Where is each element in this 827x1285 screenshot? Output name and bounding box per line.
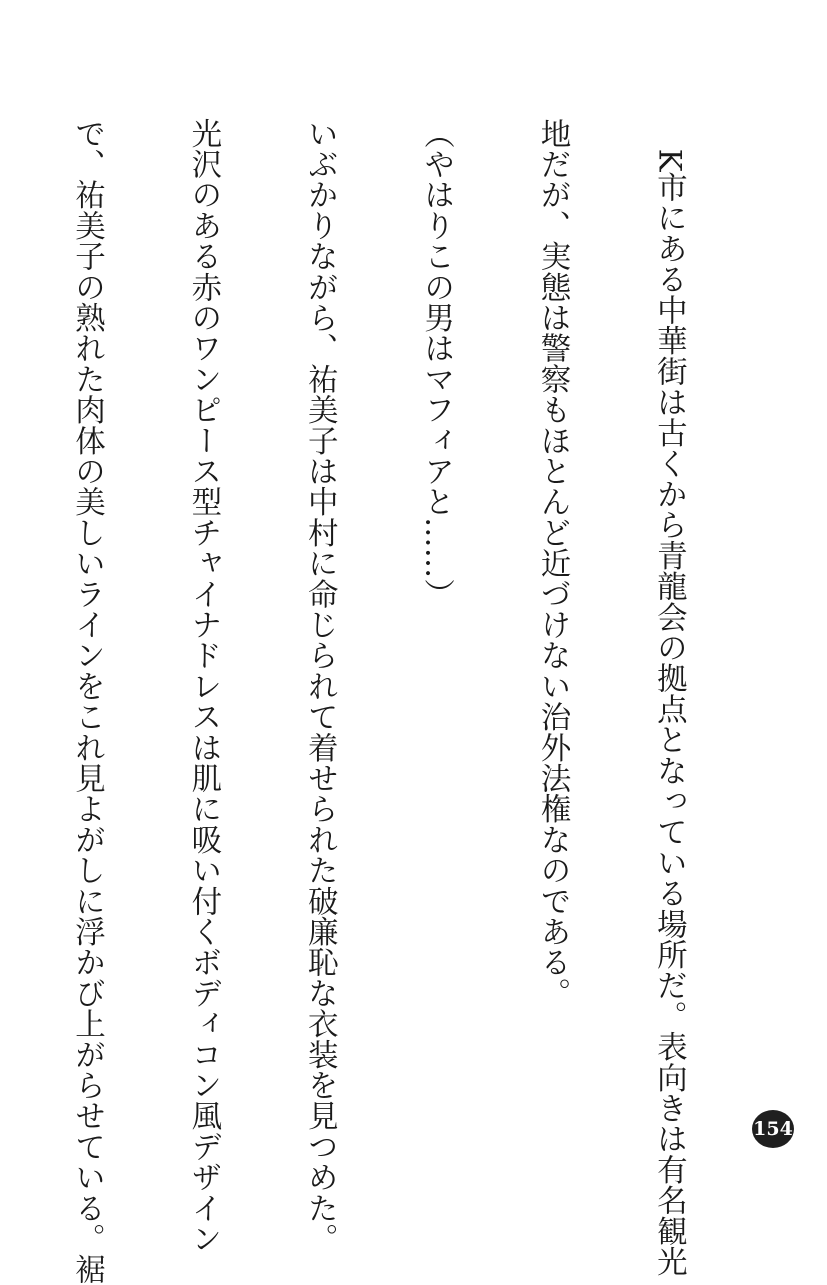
text-line: 光沢のある赤のワンピース型チャイナドレスは肌に吸い付くボディコン風デザイン [185, 118, 221, 1254]
body-text [0, 118, 765, 1285]
text-line: （やはりこの男はマフィアと……） [418, 118, 454, 610]
text-line: 地だが、実態は警察もほとんど近づけない治外法権なのである。 [535, 118, 571, 1009]
text-line: K市にある中華街は古くから青龍会の拠点となっている場所だ。表向きは有名観光 [651, 118, 687, 1277]
text-line: いぶかりながら、祐美子は中村に命じられて着せられた破廉恥な衣装を見つめた。 [302, 118, 338, 1254]
page-number-badge: 154 [752, 1110, 794, 1148]
text-line: で、祐美子の熟れた肉体の美しいラインをこれ見よがしに浮かび上がらせている。裾 [69, 118, 105, 1285]
